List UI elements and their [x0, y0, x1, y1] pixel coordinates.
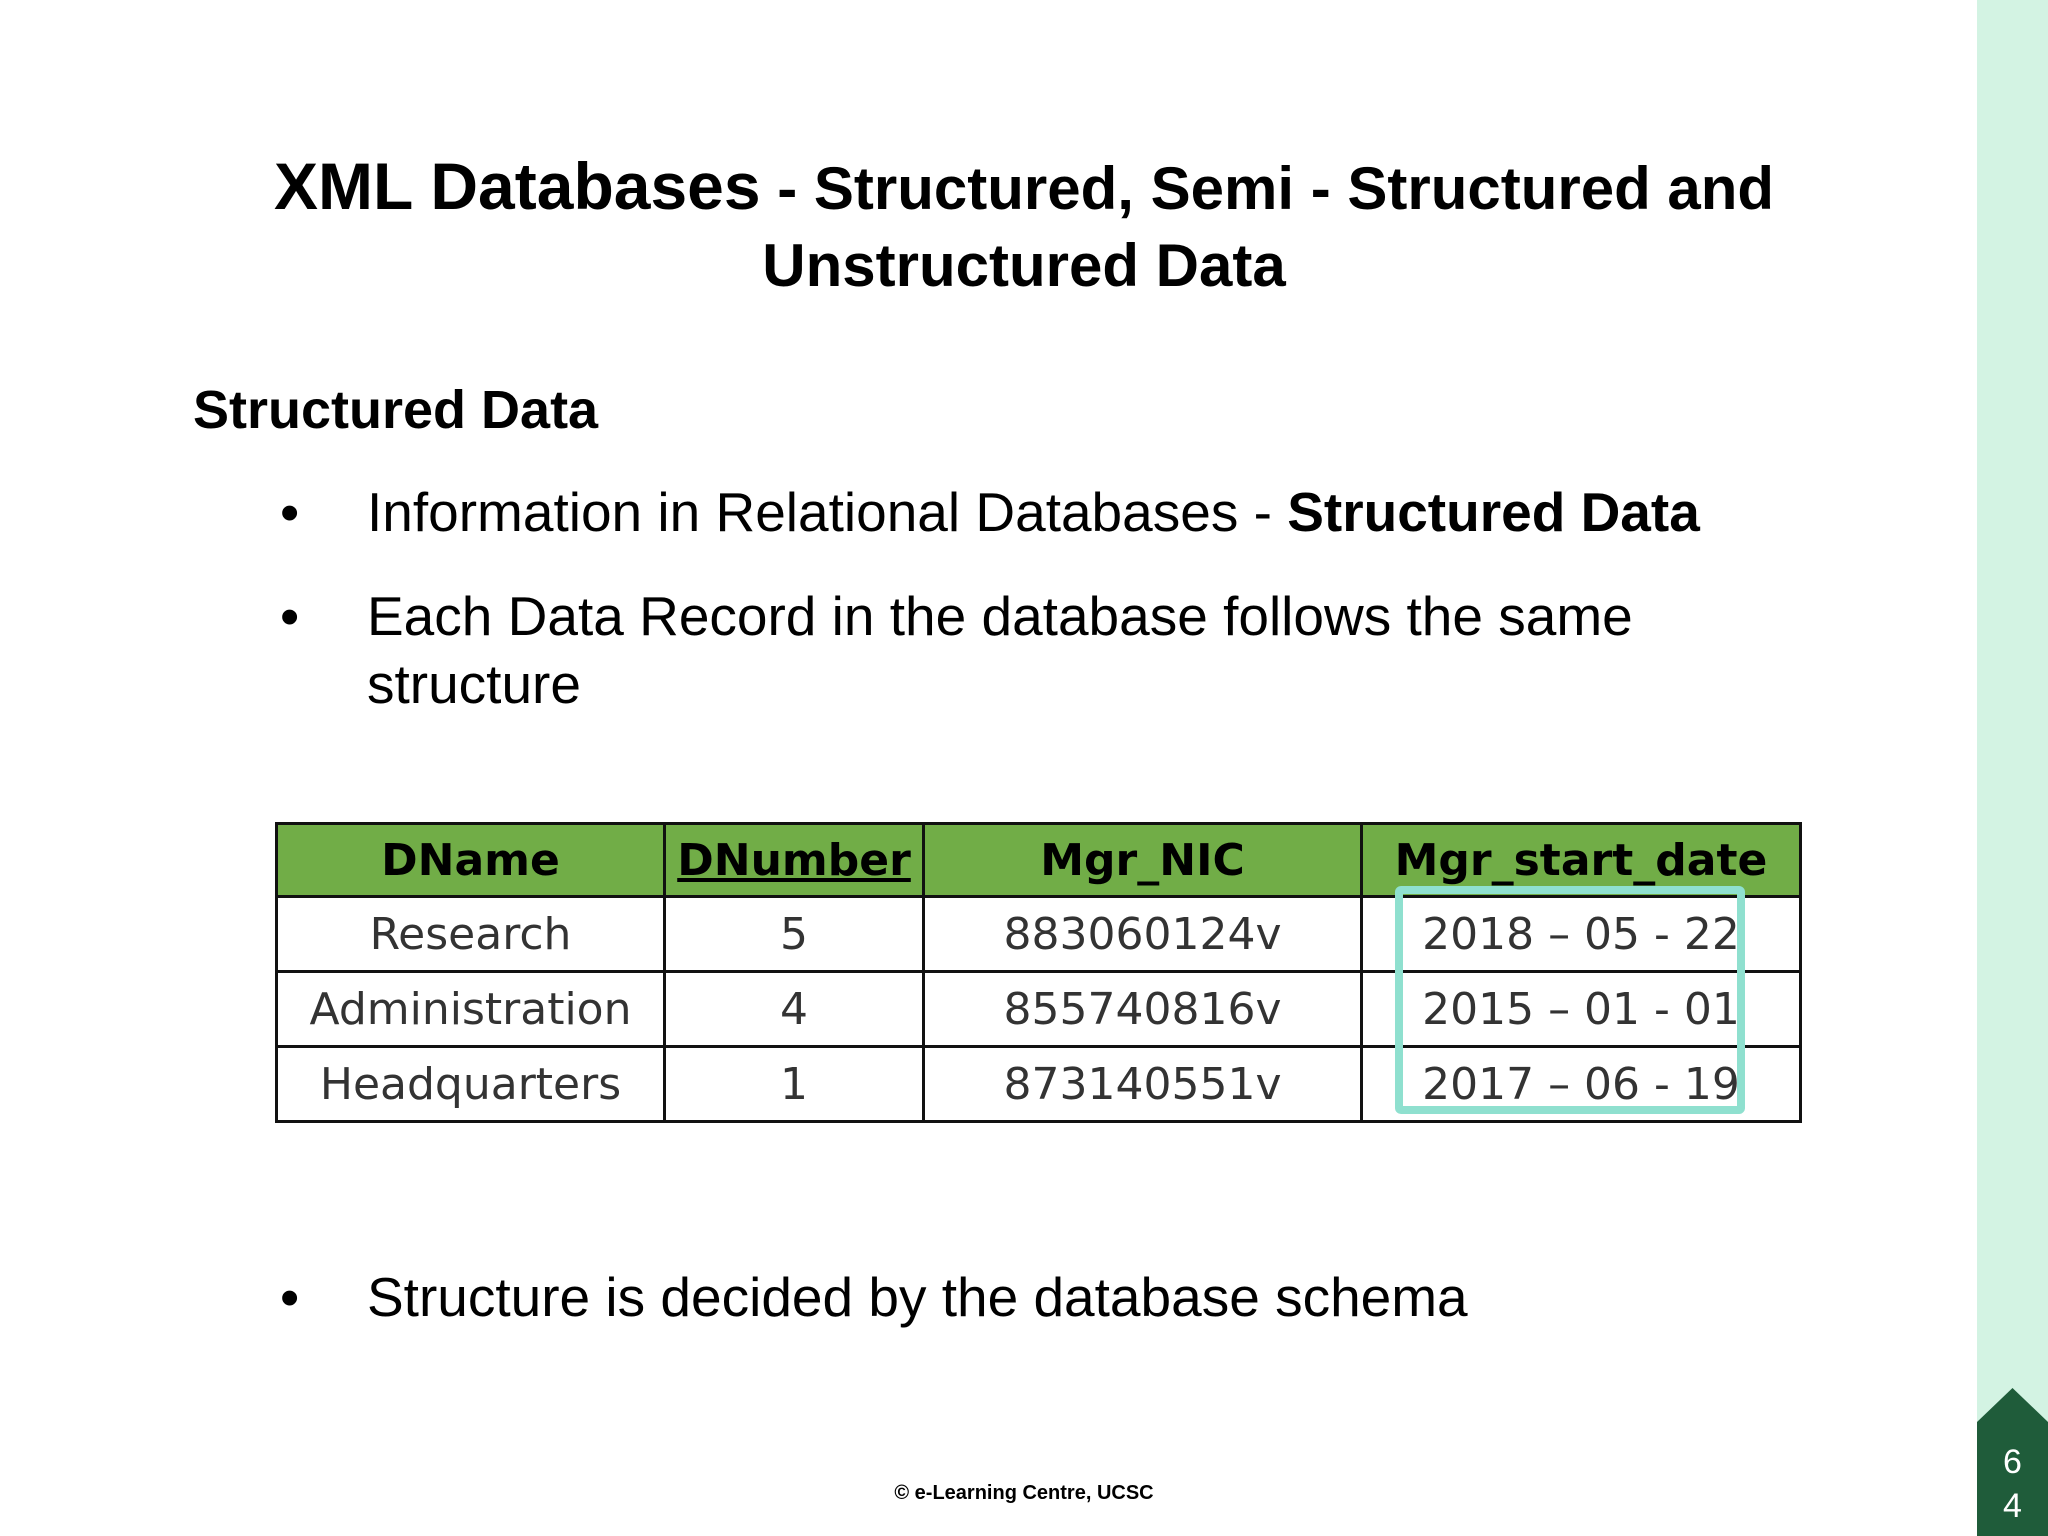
bullet-icon: •: [280, 585, 300, 647]
column-header-dnumber: [665, 824, 924, 897]
table-cell: 2017 – 06 - 19: [1362, 1047, 1801, 1122]
bullet-text: Structure is decided by the database schema: [367, 1266, 1468, 1328]
title-rest: - Structured, Semi - Structured and: [760, 155, 1775, 222]
column-header-mgr-nic: Mgr_NIC: [924, 824, 1362, 897]
date-column-highlight: [1395, 886, 1745, 1114]
table-cell: 855740816v: [924, 972, 1362, 1047]
slide-title-line2: Unstructured Data: [762, 232, 1286, 299]
table-cell: 4: [665, 972, 924, 1047]
table-cell: 2015 – 01 - 01: [1362, 972, 1801, 1047]
table-cell: 5: [665, 897, 924, 972]
bullet-text: Each Data Record in the database follows the same structure: [367, 585, 1633, 715]
title-main: XML Databases: [273, 149, 761, 223]
table-cell: Administration: [277, 972, 665, 1047]
bullet-icon: •: [280, 481, 300, 543]
bullet-icon: •: [280, 1266, 300, 1328]
page-number-badge: [1977, 1388, 2048, 1536]
table-cell: 1: [665, 1047, 924, 1122]
footer-copyright: © e-Learning Centre, UCSC: [894, 1482, 1154, 1504]
column-header-mgr-start-date: Mgr_start_date: [1362, 824, 1801, 897]
table-cell: Headquarters: [277, 1047, 665, 1122]
primary-key-label: DNumber: [677, 834, 911, 886]
table-cell: 2018 – 05 - 22: [1362, 897, 1801, 972]
bullet-bold-text: Structured Data: [1287, 481, 1700, 543]
bullet-text: Information in Relational Databases -: [367, 481, 1288, 543]
table-cell: 883060124v: [924, 897, 1362, 972]
table-cell: 873140551v: [924, 1047, 1362, 1122]
table-cell: Research: [277, 897, 665, 972]
section-heading: Structured Data: [193, 380, 599, 440]
page-number: 6 4: [2003, 1443, 2022, 1525]
column-header-dname: DName: [277, 824, 665, 897]
